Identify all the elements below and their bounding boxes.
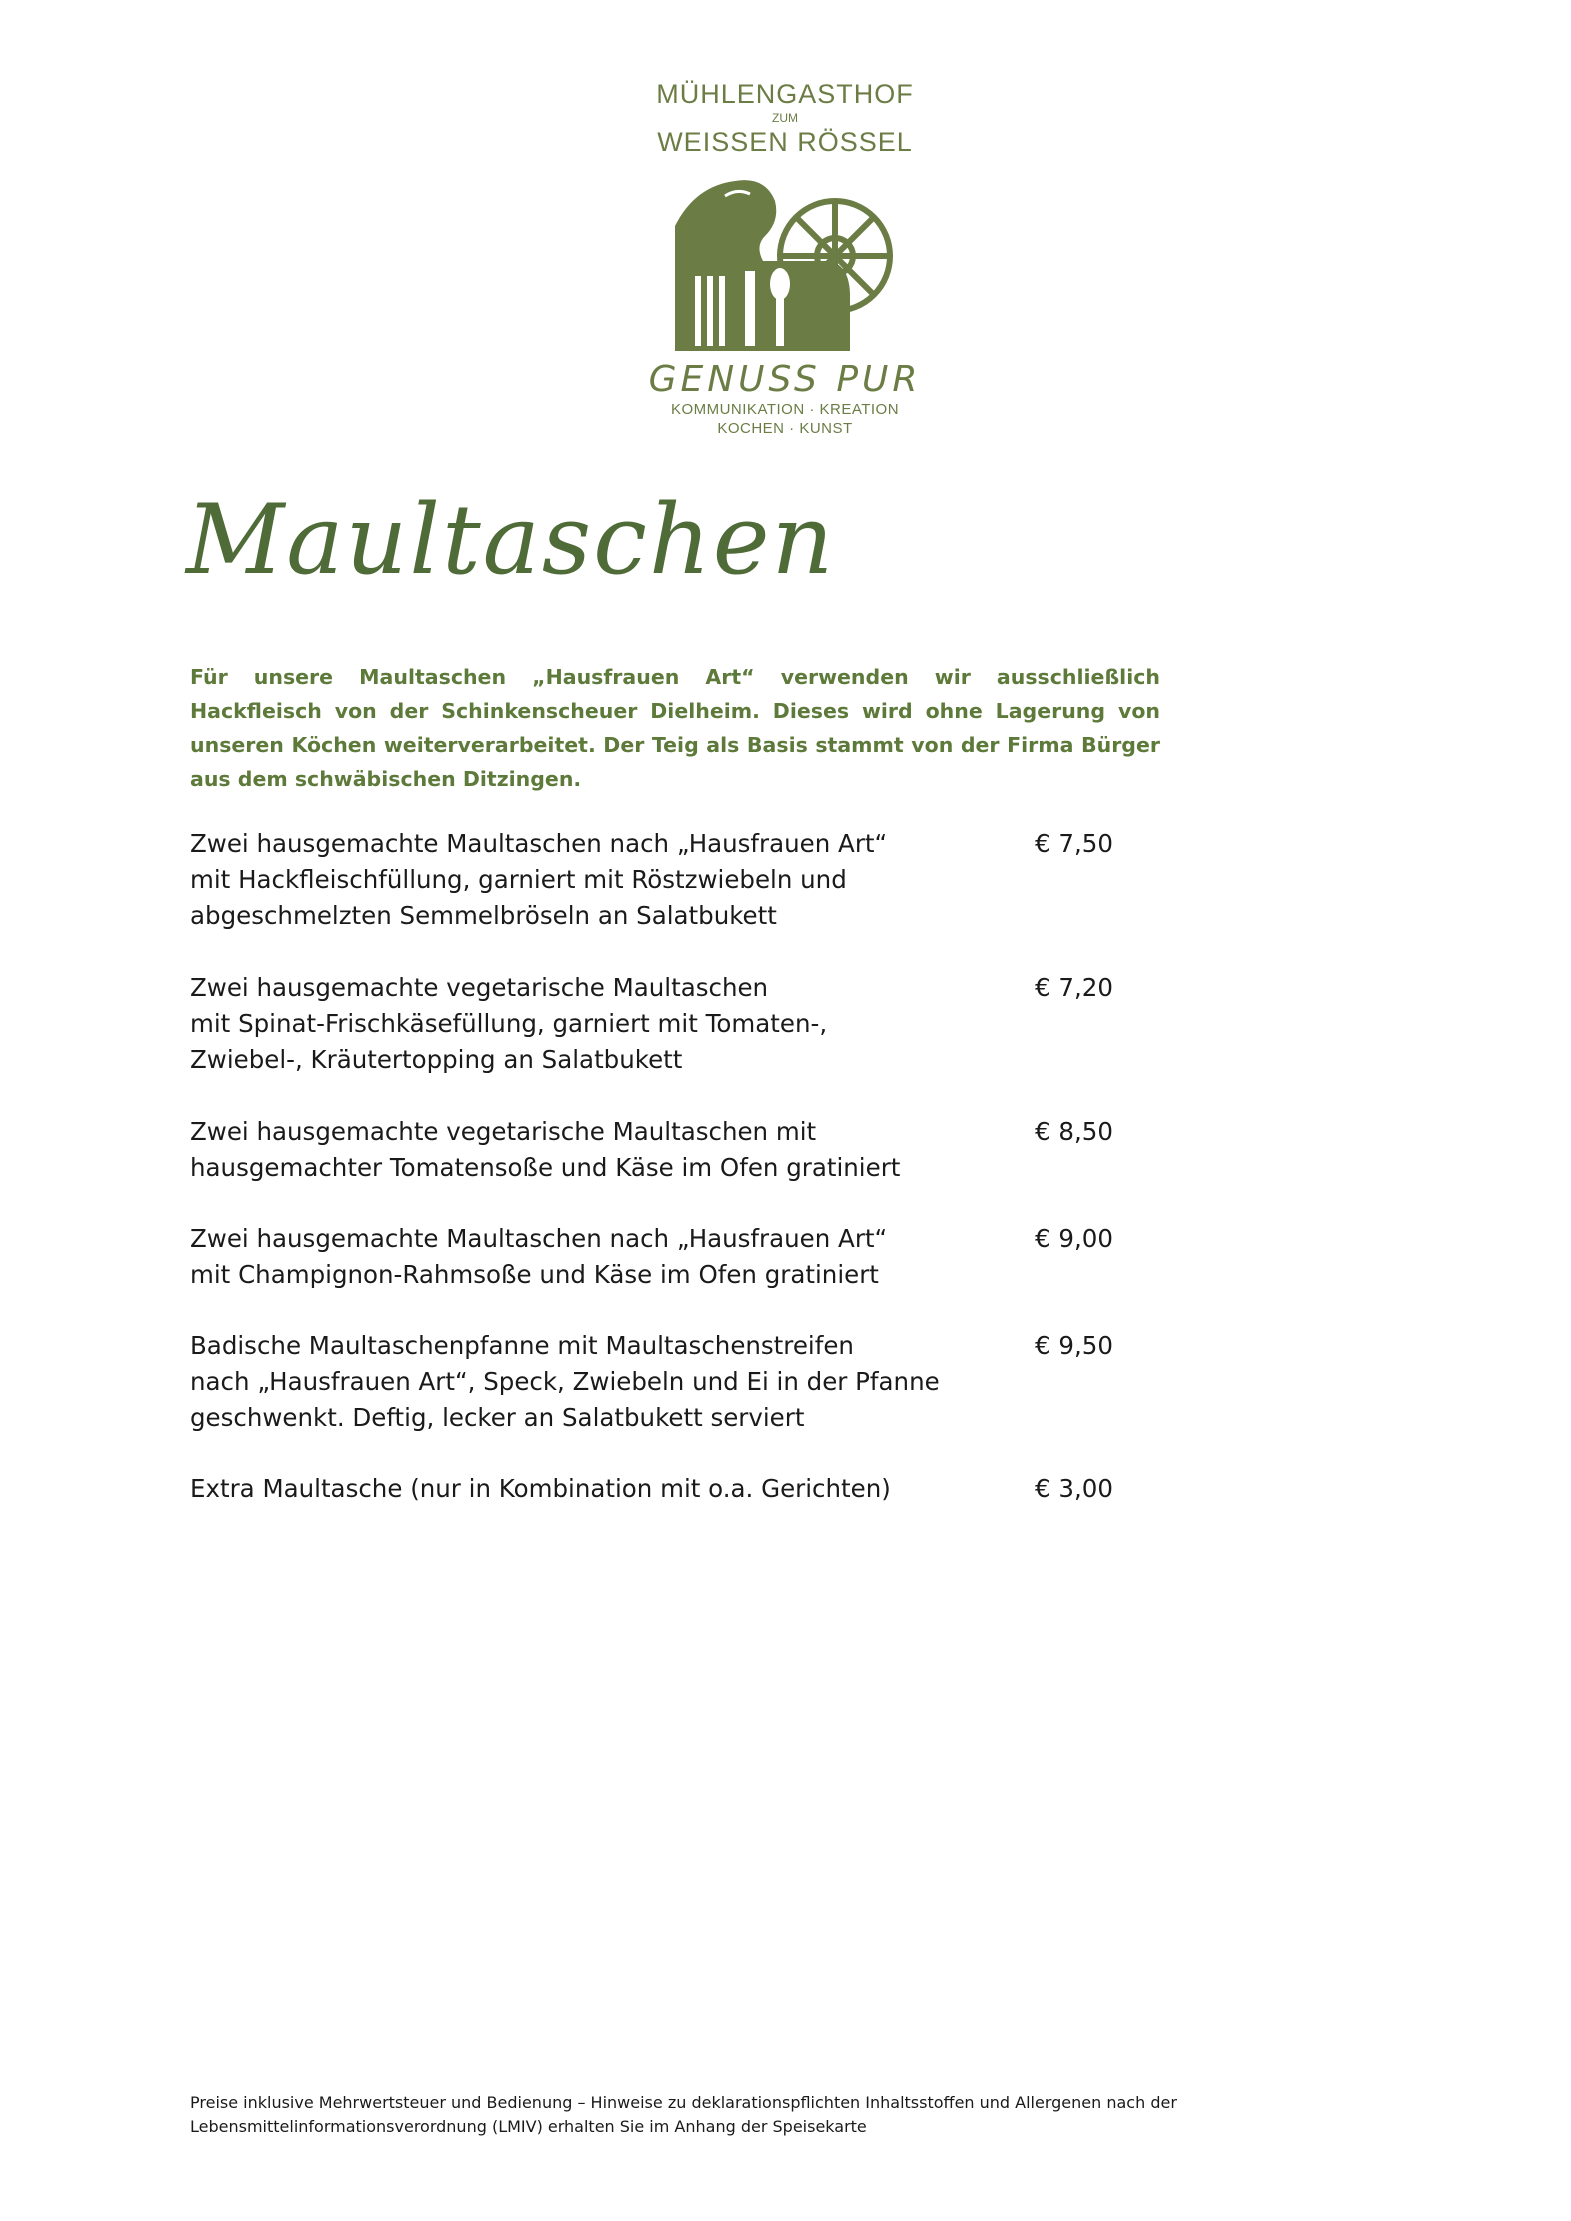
menu-item-line: geschwenkt. Deftig, lecker an Salatbukett serviert xyxy=(190,1403,805,1432)
menu-item-line: Zwei hausgemachte vegetarische Maultaschen xyxy=(190,973,769,1002)
menu-item xyxy=(190,1221,1130,1293)
menu-item-description xyxy=(190,1221,1020,1293)
menu-item-price: € 7,50 xyxy=(1035,829,1113,858)
logo-line-weissen-roessel: WEISSEN RÖSSEL xyxy=(657,127,913,157)
footer-line-2: Lebensmittelinformationsverordnung (LMIV) erhalten Sie im Anhang der Speisekarte xyxy=(190,2117,867,2136)
menu-item-description xyxy=(190,1471,1020,1507)
menu-item-price: € 7,20 xyxy=(1035,973,1113,1002)
menu-item-line: hausgemachter Tomatensoße und Käse im Ofen gratiniert xyxy=(190,1153,901,1182)
logo-genuss-pur: GENUSS PUR xyxy=(648,359,922,400)
logo-subline-1: KOMMUNIKATION · KREATION xyxy=(670,401,900,418)
menu-item-description xyxy=(190,1328,1020,1436)
menu-item xyxy=(190,826,1130,934)
menu-item-line: Extra Maultasche (nur in Kombination mit o.a. Gerichten) xyxy=(190,1474,891,1503)
logo-line-zum: ZUM xyxy=(772,111,798,125)
intro-paragraph: Für unsere Maultaschen „Hausfrauen Art“ verwenden wir ausschließlich Hackfleisch von der Schinkenscheuer Dielheim. Dieses wird ohne Lagerung von unseren Köchen weiterverarbeitet. Der Teig als Basis stammt von der Firma Bürger aus dem schwäbischen Ditzingen. xyxy=(190,665,1160,791)
menu-item-line: Zwiebel-, Kräutertopping an Salatbukett xyxy=(190,1045,683,1074)
horse-mill-wheel-icon xyxy=(655,166,915,356)
restaurant-logo xyxy=(620,78,950,468)
menu-item-line: mit Spinat-Frischkäsefüllung, garniert mit Tomaten-, xyxy=(190,1009,828,1038)
menu-item xyxy=(190,1114,1130,1186)
page-title: Maultaschen xyxy=(186,484,836,596)
menu-item-description xyxy=(190,826,1020,934)
menu-list xyxy=(190,826,1130,1507)
menu-item-line: Badische Maultaschenpfanne mit Maultaschenstreifen xyxy=(190,1331,854,1360)
menu-item-description xyxy=(190,1114,1020,1186)
menu-item-description xyxy=(190,970,1020,1078)
menu-item-price: € 9,50 xyxy=(1035,1331,1113,1360)
menu-item-line: Zwei hausgemachte Maultaschen nach „Hausfrauen Art“ xyxy=(190,829,888,858)
menu-item-price: € 8,50 xyxy=(1035,1117,1113,1146)
menu-item-price: € 3,00 xyxy=(1035,1474,1113,1503)
menu-item xyxy=(190,1328,1130,1436)
menu-item-price: € 9,00 xyxy=(1035,1224,1113,1253)
menu-item-line: mit Hackfleischfüllung, garniert mit Röstzwiebeln und xyxy=(190,865,847,894)
menu-item-line: nach „Hausfrauen Art“, Speck, Zwiebeln und Ei in der Pfanne xyxy=(190,1367,940,1396)
footer-note xyxy=(190,2091,1390,2139)
menu-item-line: mit Champignon-Rahmsoße und Käse im Ofen gratiniert xyxy=(190,1260,879,1289)
logo-line-muehlengasthof: MÜHLENGASTHOF xyxy=(656,79,914,109)
footer-line-1: Preise inklusive Mehrwertsteuer und Bedienung – Hinweise zu deklarationspflichten Inhaltsstoffen und Allergenen nach der xyxy=(190,2093,1177,2112)
menu-item-line: Zwei hausgemachte Maultaschen nach „Hausfrauen Art“ xyxy=(190,1224,888,1253)
menu-item-line: abgeschmelzten Semmelbröseln an Salatbukett xyxy=(190,901,777,930)
menu-item-line: Zwei hausgemachte vegetarische Maultaschen mit xyxy=(190,1117,817,1146)
menu-item xyxy=(190,1471,1130,1507)
menu-item xyxy=(190,970,1130,1078)
logo-subline-2: KOCHEN · KUNST xyxy=(717,420,853,437)
